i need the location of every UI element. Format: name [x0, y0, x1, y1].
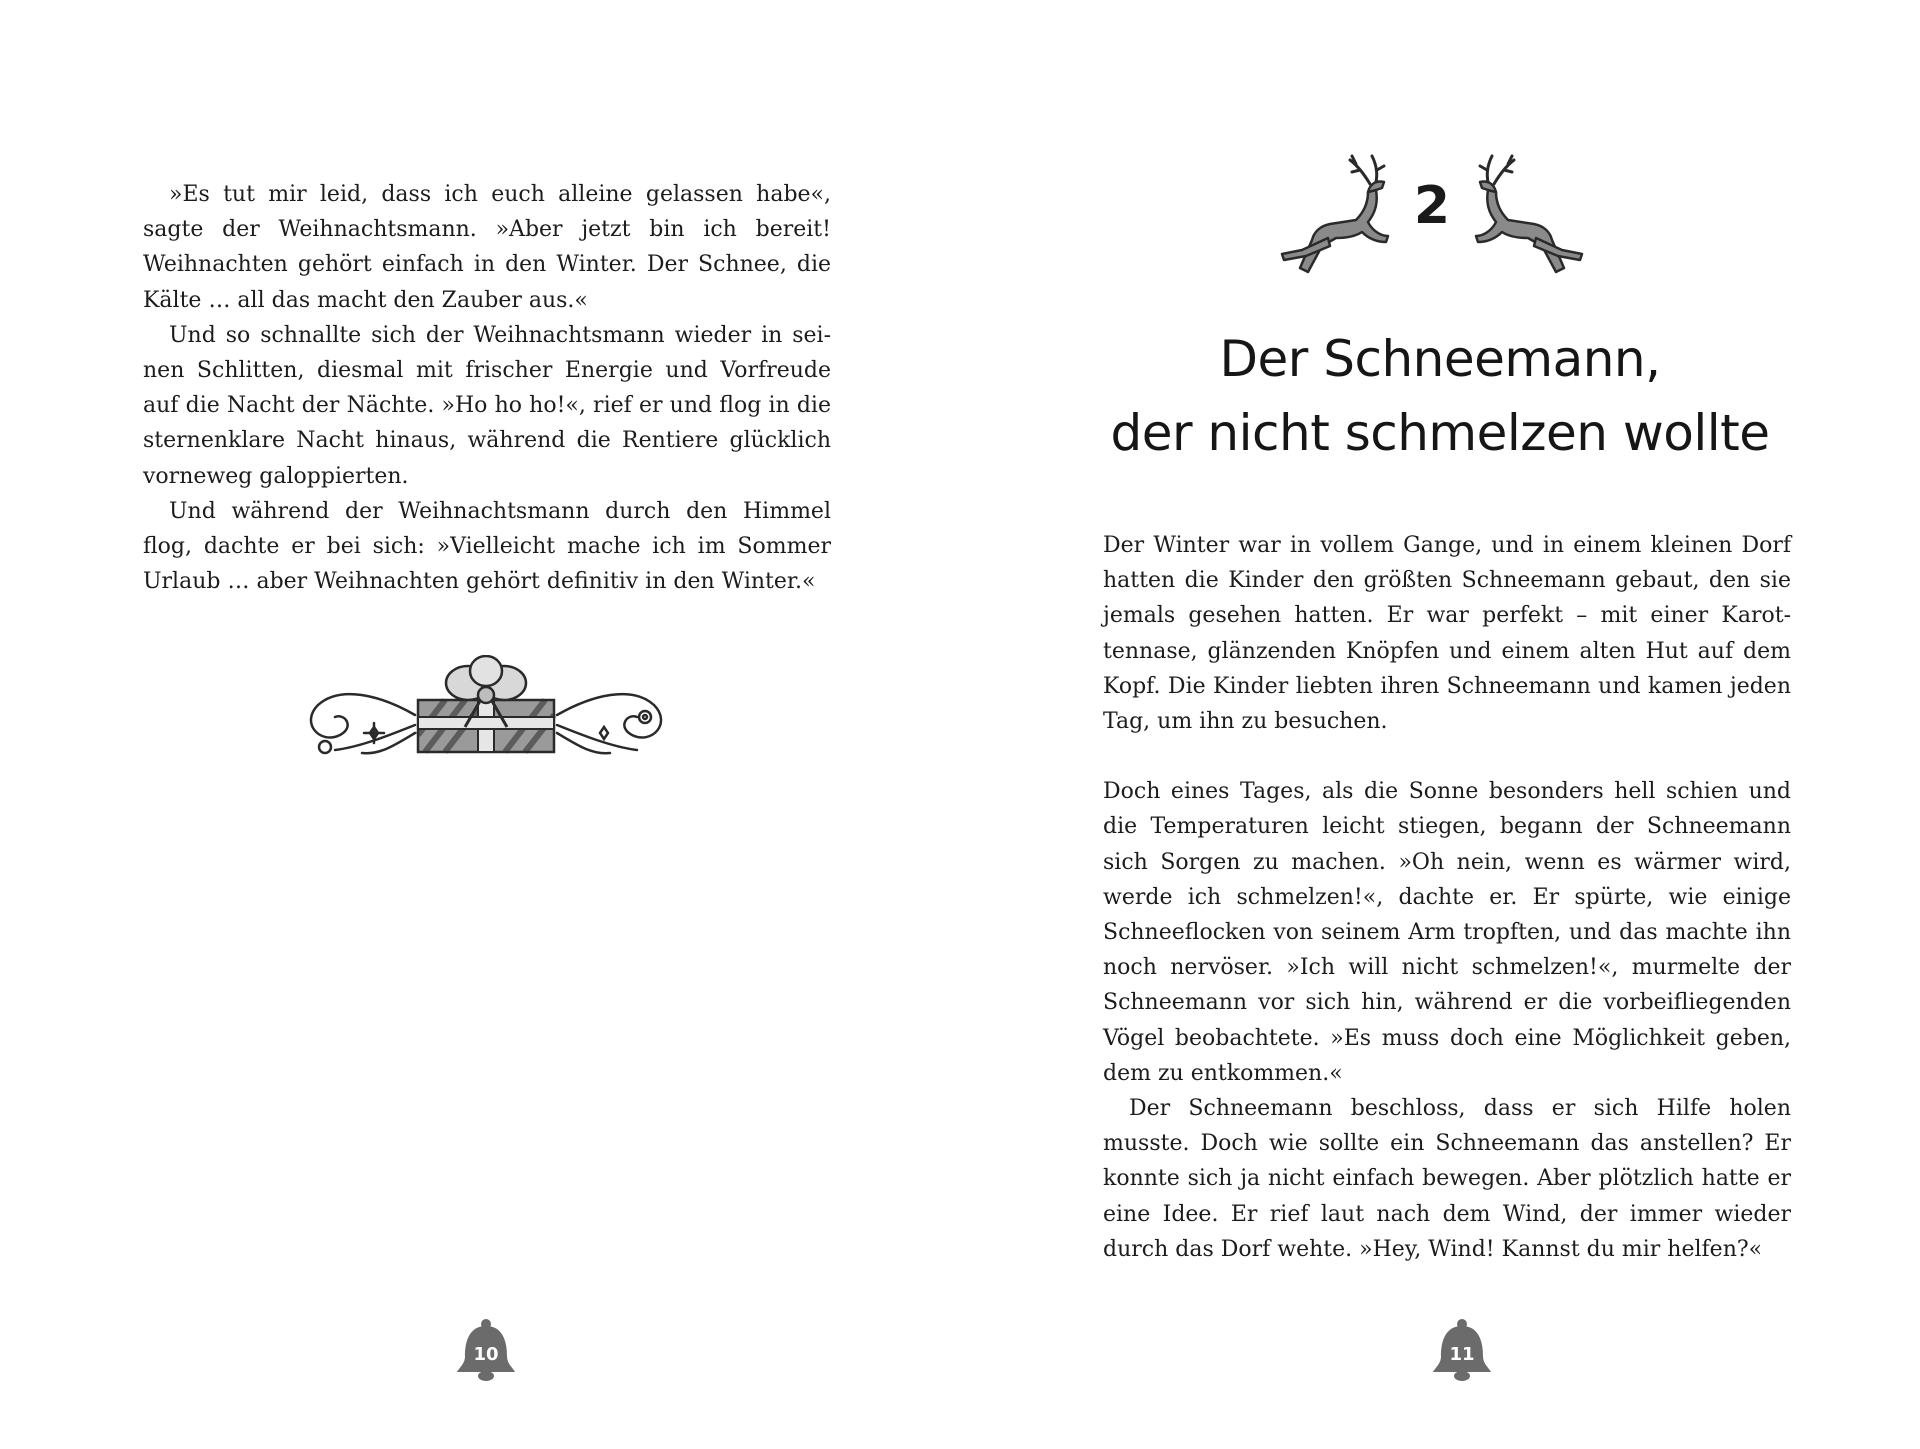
left-page-text [143, 177, 831, 599]
paragraph: Und während der Weihnachtsmann durch den Himmel flog, dachte er bei sich: »Vielleicht mache ich im Sommer Urlaub … aber Weihnachten gehört definitiv in den Winter.« [143, 498, 831, 595]
page-number [453, 1318, 519, 1382]
paragraph: »Es tut mir leid, dass ich euch alleine gelassen habe«, sagte der Weihnachtsmann. »Aber jetzt bin ich bereit! Weihnachten gehört einfach in den Winter. Der Schnee, die Kälte … all das macht den Zauber aus.« [143, 182, 831, 313]
paragraph: Der Schneemann beschloss, dass er sich Hilfe holen musste. Doch wie sollte ein Schneemann das anstellen? Er konnte sich ja nicht einfach bewegen. Aber plötzlich hatte er eine Idee. Er rief laut nach dem Wind, der immer wieder durch das Dorf wehte. »Hey, Wind! Kannst du mir helfen?« [1103, 1096, 1791, 1262]
page-number-text: 11 [1449, 1344, 1475, 1365]
right-page [960, 0, 1920, 1449]
paragraph: Und so schnallte sich der Weihnachtsmann wieder in seinen Schlitten, diesmal mit frischer Energie und Vorfreude auf die Nacht der Nächte. »Ho ho ho!«, rief er und flog in die sternenklare Nacht hinaus, während die Rentiere glücklich vorneweg galoppierten. [143, 322, 831, 489]
reindeer-icon [1472, 150, 1592, 290]
chapter-title [1060, 322, 1820, 470]
chapter-header [1272, 150, 1592, 290]
page-number-text: 10 [473, 1344, 499, 1365]
gift-ornament-icon [300, 655, 672, 765]
page-number [1429, 1318, 1495, 1382]
chapter-title-line: der nicht schmelzen wollte [1110, 404, 1770, 462]
paragraph: Der Winter war in vollem Gange, und in einem kleinen Dorf hatten die Kinder den größten Schneemann gebaut, den sie jemals gesehen hatten. Er war perfekt – mit einer Karottennase, glänzenden Knöpfen und einem alten Hut auf dem Kopf. Die Kinder liebten ihren Schneemann und kamen jeden Tag, um ihn zu besuchen. [1103, 533, 1791, 735]
chapter-number: 2 [1413, 176, 1451, 236]
paragraph: Doch eines Tages, als die Sonne besonders hell schien und die Temperaturen leicht stiegen, begann der Schneemann sich Sorgen zu machen. »Oh nein, wenn es wärmer wird, werde ich schmelzen!«, dachte er. Er spürte, wie einige Schneeflocken von seinem Arm tropften, und das machte ihn noch nervöser. »Ich will nicht schmelzen!«, murmelte der Schneemann vor sich hin, während er die vorbeifliegenden Vögel beobachtete. »Es muss doch eine Möglichkeit geben, dem zu entkommen.« [1103, 779, 1791, 1086]
right-page-text [1103, 528, 1791, 1267]
chapter-title-line: Der Schneemann, [1219, 330, 1661, 388]
